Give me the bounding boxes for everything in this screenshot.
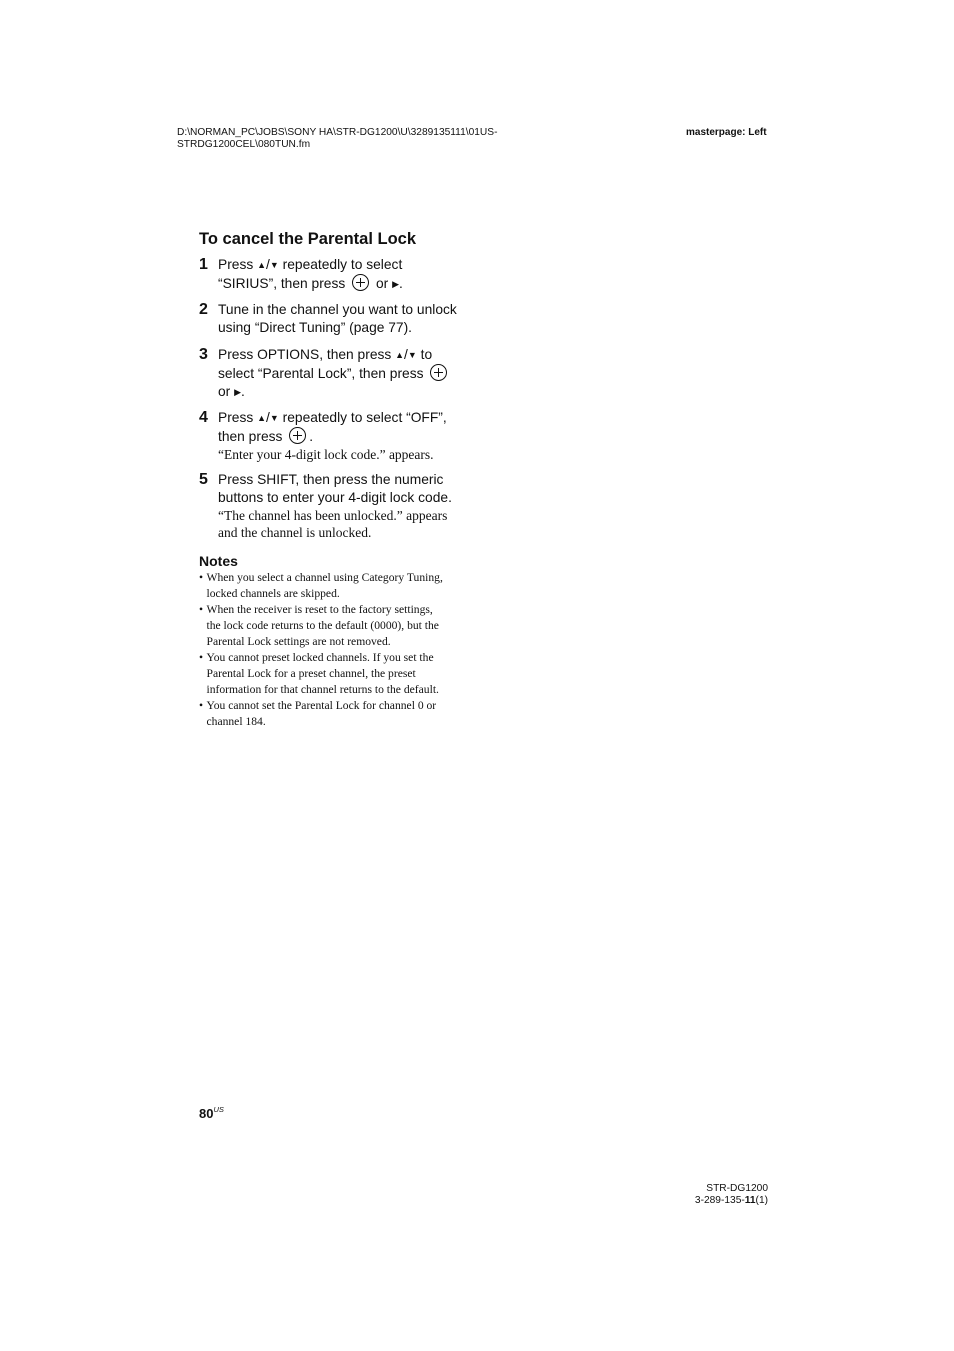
up-arrow-icon: ▲	[257, 413, 267, 423]
section-title: To cancel the Parental Lock	[199, 230, 417, 248]
model-code: 3-289-135-11(1)	[694, 1195, 768, 1206]
right-arrow-icon: ▶	[234, 387, 242, 397]
step-body: Press SHIFT, then press the numeric buttons to enter your 4-digit lock code. “The channel has been unlocked.” appears and the channel is unlocked.	[218, 471, 468, 541]
page-suffix: US	[213, 1105, 224, 1114]
header-masterpage: masterpage: Left	[686, 127, 767, 138]
down-arrow-icon: ▼	[407, 350, 417, 360]
down-arrow-icon: ▼	[269, 260, 279, 270]
step-result: “Enter your 4-digit lock code.” appears.	[218, 447, 434, 462]
up-arrow-icon: ▲	[257, 260, 267, 270]
enter-button-icon	[352, 274, 369, 291]
header-file-path	[177, 127, 497, 151]
step-number: 2	[199, 301, 208, 318]
step-number: 1	[199, 256, 208, 273]
model-name: STR-DG1200	[706, 1183, 768, 1194]
header-path-line-1: D:\NORMAN_PC\JOBS\SONY HA\STR-DG1200\U\3289135111\01US-	[177, 127, 498, 138]
enter-button-icon	[289, 427, 306, 444]
model-info	[695, 1183, 768, 1207]
step-body: Press ▲/▼ repeatedly to select “OFF”, then press . “Enter your 4-digit lock code.” appears.	[218, 409, 468, 463]
enter-button-icon	[430, 364, 447, 381]
step-number: 3	[199, 346, 208, 363]
step-number: 5	[199, 471, 208, 488]
note-item: • You cannot set the Parental Lock for channel 0 or channel 184.	[199, 698, 469, 730]
note-item: • When you select a channel using Category Tuning, locked channels are skipped.	[199, 570, 469, 602]
step-body: Press OPTIONS, then press ▲/▼ to select “Parental Lock”, then press or ▶.	[218, 346, 468, 401]
step-body: Press ▲/▼ repeatedly to select “SIRIUS”, then press or ▶.	[218, 257, 403, 291]
step-result: “The channel has been unlocked.” appears	[218, 508, 448, 523]
header-path-line-2: STRDG1200CEL\080TUN.fm	[177, 139, 311, 150]
notes-list	[199, 570, 469, 730]
up-arrow-icon: ▲	[395, 350, 405, 360]
down-arrow-icon: ▼	[269, 413, 279, 423]
note-item: • You cannot preset locked channels. If you set the Parental Lock for a preset channel, the preset information for that channel returns to the default.	[199, 650, 469, 698]
note-item: • When the receiver is reset to the factory settings, the lock code returns to the default (0000), but the Parental Lock settings are not removed.	[199, 602, 469, 650]
step-number: 4	[199, 409, 208, 426]
step-result: and the channel is unlocked.	[218, 525, 372, 540]
step-body: Tune in the channel you want to unlock using “Direct Tuning” (page 77).	[218, 302, 457, 335]
right-arrow-icon: ▶	[392, 279, 399, 289]
page-number: $80^{US}$	[199, 1105, 224, 1121]
notes-title: Notes	[199, 553, 238, 569]
